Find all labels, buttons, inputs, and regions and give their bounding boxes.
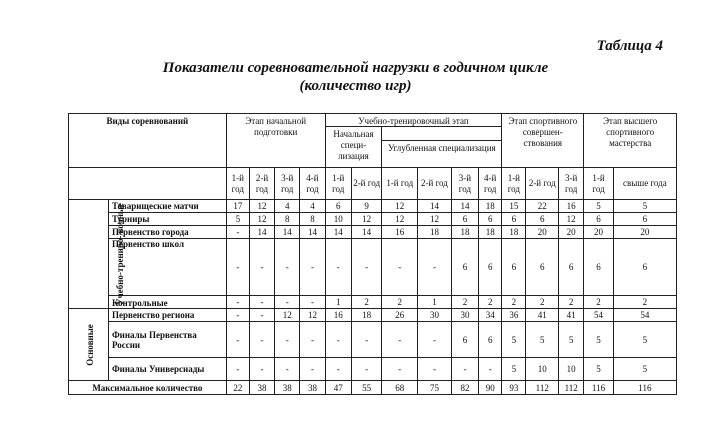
table-cell: 12: [382, 200, 418, 213]
row-label: Турниры: [108, 213, 226, 226]
total-cell: 22: [226, 381, 249, 395]
table-cell: 4: [275, 200, 300, 213]
row-label: Контрольные: [108, 296, 226, 309]
total-cell: 90: [479, 381, 502, 395]
year-header-cell: 4-й год: [479, 168, 502, 200]
table-cell: 2: [502, 296, 526, 309]
table-cell: 22: [526, 200, 559, 213]
header-deep-spec-spacer: [382, 127, 502, 141]
table-cell: 12: [249, 213, 274, 226]
year-header-cell: 2-й год: [249, 168, 274, 200]
table-cell: 16: [382, 226, 418, 239]
table-cell: -: [382, 322, 418, 358]
year-header-cell: 3-й год: [275, 168, 300, 200]
table-cell: 18: [418, 226, 452, 239]
table-cell: 8: [300, 213, 325, 226]
table-cell: 5: [584, 358, 613, 381]
group-main-label: Основные: [84, 323, 95, 366]
table-cell: 10: [526, 358, 559, 381]
table-cell: 20: [526, 226, 559, 239]
table-cell: 5: [226, 213, 249, 226]
total-row: [69, 381, 677, 395]
table-cell: 14: [351, 226, 382, 239]
group-cell: [69, 309, 109, 381]
table-cell: -: [249, 358, 274, 381]
year-header-cell: 3-й год: [559, 168, 584, 200]
table-row: [69, 296, 677, 309]
year-header-cell: 1-й год: [584, 168, 613, 200]
table-cell: 5: [613, 358, 676, 381]
table-cell: 15: [502, 200, 526, 213]
year-header-cell: свыше года: [613, 168, 676, 200]
table-cell: 5: [613, 200, 676, 213]
table-cell: 12: [249, 200, 274, 213]
total-cell: 75: [418, 381, 452, 395]
table-cell: 6: [559, 239, 584, 296]
table-cell: 5: [559, 322, 584, 358]
table-cell: 12: [559, 213, 584, 226]
table-cell: 2: [613, 296, 676, 309]
table-cell: 12: [275, 309, 300, 322]
table-cell: -: [325, 322, 351, 358]
year-header-cell: 2-й год: [526, 168, 559, 200]
table-cell: 6: [451, 239, 478, 296]
table-cell: -: [351, 322, 382, 358]
table-cell: 6: [613, 239, 676, 296]
group-cell: [69, 200, 125, 309]
table-cell: -: [418, 358, 452, 381]
row-label: Первенство школ: [108, 239, 226, 296]
table-cell: 6: [584, 239, 613, 296]
total-cell: 82: [451, 381, 478, 395]
total-cell: 38: [249, 381, 274, 395]
table-cell: 6: [479, 213, 502, 226]
table-cell: 30: [418, 309, 452, 322]
table-cell: 12: [300, 309, 325, 322]
table-cell: -: [226, 309, 249, 322]
table-cell: -: [275, 322, 300, 358]
row-label: Первенство региона: [108, 309, 226, 322]
table-cell: 41: [559, 309, 584, 322]
header-stage-high: Этап высшего спортивного мастерства: [584, 114, 677, 168]
total-cell: 112: [559, 381, 584, 395]
table-cell: 6: [502, 213, 526, 226]
table-cell: 6: [479, 322, 502, 358]
table-cell: -: [275, 239, 300, 296]
table-cell: 36: [502, 309, 526, 322]
table-cell: 20: [613, 226, 676, 239]
table-cell: -: [275, 296, 300, 309]
table-row: [69, 213, 677, 226]
row-label: Финалы Универсиады: [108, 358, 226, 381]
table-cell: 2: [526, 296, 559, 309]
table-cell: 9: [351, 200, 382, 213]
table-cell: 1: [418, 296, 452, 309]
table-cell: 41: [526, 309, 559, 322]
table-cell: 2: [584, 296, 613, 309]
table-cell: 6: [325, 200, 351, 213]
table-row: [69, 200, 677, 213]
table-cell: 14: [325, 226, 351, 239]
table-cell: -: [226, 322, 249, 358]
table-cell: 10: [559, 358, 584, 381]
table-cell: 18: [502, 226, 526, 239]
table-cell: -: [300, 239, 325, 296]
table-cell: -: [226, 358, 249, 381]
total-cell: 55: [351, 381, 382, 395]
year-header-cell: 2-й год: [418, 168, 452, 200]
table-cell: -: [418, 322, 452, 358]
row-label: Финалы Первенства России: [108, 322, 226, 358]
table-cell: 20: [559, 226, 584, 239]
table-cell: 20: [584, 226, 613, 239]
competition-load-table: [68, 113, 677, 395]
table-cell: -: [275, 358, 300, 381]
table-cell: 5: [502, 358, 526, 381]
total-cell: 93: [502, 381, 526, 395]
table-cell: 12: [351, 213, 382, 226]
table-cell: -: [226, 296, 249, 309]
table-row: [69, 239, 677, 296]
table-cell: -: [351, 239, 382, 296]
table-cell: 54: [613, 309, 676, 322]
year-header-cell: 3-й год: [451, 168, 478, 200]
years-header-blank: [69, 168, 227, 200]
table-cell: -: [249, 322, 274, 358]
table-cell: 6: [451, 322, 478, 358]
header-deep-spec: Углубленная специализация: [382, 141, 502, 168]
header-initial-spec: Начальная специ- лизация: [325, 127, 382, 168]
table-cell: 17: [226, 200, 249, 213]
total-cell: 68: [382, 381, 418, 395]
table-cell: -: [300, 296, 325, 309]
table-cell: 16: [559, 200, 584, 213]
table-cell: 30: [451, 309, 478, 322]
table-cell: 1: [325, 296, 351, 309]
table-cell: 5: [584, 200, 613, 213]
table-row: [69, 309, 677, 322]
table-cell: -: [351, 358, 382, 381]
table-cell: 54: [584, 309, 613, 322]
header-stage-training: Учебно-тренировочный этап: [325, 114, 502, 127]
table-cell: 18: [351, 309, 382, 322]
table-cell: -: [382, 358, 418, 381]
table-cell: -: [226, 226, 249, 239]
table-title: Показатели соревновательной нагрузки в годичном цикле: [162, 60, 549, 76]
table-cell: 34: [479, 309, 502, 322]
table-cell: 6: [526, 213, 559, 226]
table-cell: -: [249, 239, 274, 296]
header-kinds: Виды соревнований: [69, 114, 227, 168]
table-cell: 8: [275, 213, 300, 226]
table-cell: 12: [418, 213, 452, 226]
table-cell: -: [325, 358, 351, 381]
table-row: [69, 226, 677, 239]
table-cell: 14: [275, 226, 300, 239]
table-cell: 26: [382, 309, 418, 322]
year-header-cell: 2-й год: [351, 168, 382, 200]
table-cell: 14: [249, 226, 274, 239]
group-training-label: Учебно-трениро- вочные: [114, 203, 125, 305]
table-row: [69, 322, 677, 358]
table-cell: -: [479, 358, 502, 381]
table-cell: -: [300, 358, 325, 381]
table-cell: 5: [502, 322, 526, 358]
total-cell: 116: [613, 381, 676, 395]
table-cell: -: [249, 296, 274, 309]
table-cell: 5: [613, 322, 676, 358]
table-cell: -: [418, 239, 452, 296]
total-cell: 47: [325, 381, 351, 395]
table-cell: 2: [382, 296, 418, 309]
table-cell: 2: [351, 296, 382, 309]
table-cell: 6: [451, 213, 478, 226]
table-cell: 16: [325, 309, 351, 322]
total-label: Максимальное количество: [69, 381, 227, 395]
table-row: [69, 358, 677, 381]
table-cell: 10: [325, 213, 351, 226]
table-cell: 18: [451, 226, 478, 239]
table-cell: 14: [418, 200, 452, 213]
table-cell: 2: [479, 296, 502, 309]
total-cell: 38: [275, 381, 300, 395]
year-header-cell: 1-й год: [502, 168, 526, 200]
table-cell: 2: [559, 296, 584, 309]
row-label: Товарищеские матчи: [108, 200, 226, 213]
year-header-cell: 1-й год: [382, 168, 418, 200]
total-cell: 112: [526, 381, 559, 395]
table-cell: 5: [584, 322, 613, 358]
header-stage-sport: Этап спортивного совершен- ствования: [502, 114, 584, 168]
table-cell: 6: [584, 213, 613, 226]
table-cell: 18: [479, 200, 502, 213]
table-cell: 14: [451, 200, 478, 213]
table-subtitle: (количество игр): [299, 78, 412, 94]
table-cell: -: [325, 239, 351, 296]
table-cell: -: [300, 322, 325, 358]
total-cell: 38: [300, 381, 325, 395]
table-cell: 2: [451, 296, 478, 309]
table-cell: 4: [300, 200, 325, 213]
table-cell: 6: [526, 239, 559, 296]
table-cell: -: [451, 358, 478, 381]
table-cell: 6: [479, 239, 502, 296]
year-header-cell: 1-й год: [325, 168, 351, 200]
total-cell: 116: [584, 381, 613, 395]
table-cell: -: [249, 309, 274, 322]
table-cell: 5: [526, 322, 559, 358]
table-cell: 12: [382, 213, 418, 226]
header-stage-initial: Этап начальной подготовки: [226, 114, 325, 168]
year-header-cell: 1-й год: [226, 168, 249, 200]
table-caption: Таблица 4: [596, 38, 663, 54]
table-cell: -: [226, 239, 249, 296]
table-cell: 6: [613, 213, 676, 226]
row-label: Первенство города: [108, 226, 226, 239]
table-cell: -: [382, 239, 418, 296]
year-header-cell: 4-й год: [300, 168, 325, 200]
table-cell: 6: [502, 239, 526, 296]
table-cell: 14: [300, 226, 325, 239]
table-cell: 18: [479, 226, 502, 239]
